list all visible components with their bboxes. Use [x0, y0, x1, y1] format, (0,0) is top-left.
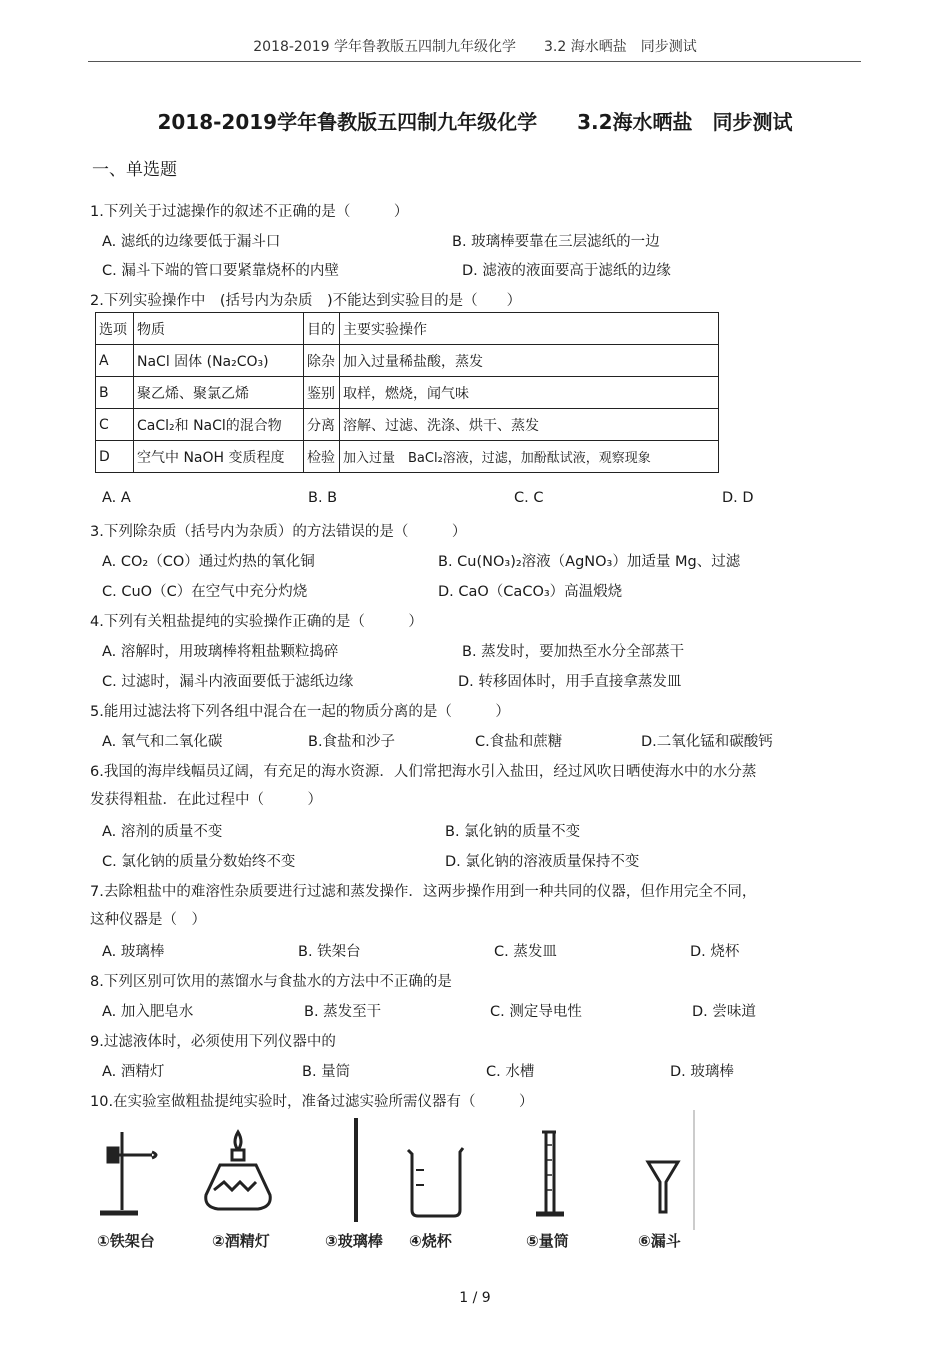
table-cell: B	[96, 377, 134, 409]
lab-apparatus-figure	[90, 1110, 710, 1230]
table-header-cell: 选项	[96, 313, 134, 345]
q1-stem: 1.下列关于过滤操作的叙述不正确的是（ ）	[90, 204, 409, 220]
table-row	[96, 377, 719, 409]
q6-option-a: A. 溶剂的质量不变	[102, 824, 223, 840]
table-row	[96, 409, 719, 441]
q2-option-c: C. C	[514, 490, 544, 506]
page-title: 2018-2019学年鲁教版五四制九年级化学 3.2海水晒盐 同步测试	[157, 110, 793, 134]
q7-stem-line2: 这种仪器是（ ）	[90, 912, 206, 928]
header-rule	[88, 61, 861, 62]
caption-glass-rod: ③玻璃棒	[325, 1232, 383, 1250]
table-cell: 加入过量稀盐酸，蒸发	[340, 345, 719, 377]
table-header-cell: 物质	[134, 313, 304, 345]
q5-stem: 5.能用过滤法将下列各组中混合在一起的物质分离的是（ ）	[90, 704, 510, 720]
q5-option-d: D.二氧化锰和碳酸钙	[641, 734, 773, 750]
caption-alcohol-lamp: ②酒精灯	[212, 1232, 270, 1250]
table-cell: 空气中 NaOH 变质程度	[134, 441, 304, 473]
caption-funnel: ⑥漏斗	[638, 1232, 681, 1250]
q1-option-d: D. 滤液的液面要高于滤纸的边缘	[462, 263, 671, 279]
q9-stem: 9.过滤液体时，必须使用下列仪器中的	[90, 1034, 336, 1050]
alcohol-lamp-icon	[206, 1132, 271, 1209]
table-cell: CaCl₂和 NaCl的混合物	[134, 409, 304, 441]
q3-option-a: A. CO₂（CO）通过灼热的氧化铜	[102, 554, 315, 570]
table-cell: 鉴别	[304, 377, 340, 409]
q3-stem: 3.下列除杂质（括号内为杂质）的方法错误的是（ ）	[90, 524, 467, 540]
table-cell: 检验	[304, 441, 340, 473]
page-number: 1 / 9	[459, 1290, 491, 1306]
q4-option-a: A. 溶解时，用玻璃棒将粗盐颗粒捣碎	[102, 644, 339, 660]
q2-option-b: B. B	[308, 490, 338, 506]
q2-option-a: A. A	[102, 490, 131, 506]
table-cell: 分离	[304, 409, 340, 441]
q1-option-a: A. 滤纸的边缘要低于漏斗口	[102, 234, 281, 250]
q5-option-b: B.食盐和沙子	[308, 734, 396, 750]
q7-option-c: C. 蒸发皿	[494, 944, 557, 960]
funnel-icon	[648, 1162, 678, 1212]
q3-option-b: B. Cu(NO₃)₂溶液（AgNO₃）加适量 Mg、过滤	[438, 554, 741, 570]
table-row	[96, 441, 719, 473]
q5-option-c: C.食盐和蔗糖	[475, 734, 563, 750]
q9-option-c: C. 水槽	[486, 1064, 535, 1080]
table-header-row	[96, 313, 719, 345]
q8-option-d: D. 尝味道	[692, 1004, 756, 1020]
caption-graduated-cylinder: ⑤量筒	[526, 1232, 569, 1250]
q1-option-c: C. 漏斗下端的管口要紧靠烧杯的内壁	[102, 263, 339, 279]
table-cell: 加入过量 BaCl₂溶液，过滤，加酚酞试液，观察现象	[340, 441, 719, 473]
q1-option-b: B. 玻璃棒要靠在三层滤纸的一边	[452, 234, 660, 250]
q8-stem: 8.下列区别可饮用的蒸馏水与食盐水的方法中不正确的是	[90, 974, 452, 990]
table-cell: 除杂	[304, 345, 340, 377]
q8-option-c: C. 测定导电性	[490, 1004, 582, 1020]
q7-option-b: B. 铁架台	[298, 944, 361, 960]
table-header-cell: 目的	[304, 313, 340, 345]
q5-option-a: A. 氧气和二氧化碳	[102, 734, 223, 750]
table-row	[96, 345, 719, 377]
section-heading: 一、单选题	[92, 160, 177, 180]
q4-option-c: C. 过滤时，漏斗内液面要低于滤纸边缘	[102, 674, 354, 690]
q2-table	[95, 312, 719, 473]
q4-option-b: B. 蒸发时，要加热至水分全部蒸干	[462, 644, 685, 660]
q6-option-c: C. 氯化钠的质量分数始终不变	[102, 854, 296, 870]
q7-option-a: A. 玻璃棒	[102, 944, 165, 960]
q3-option-c: C. CuO（C）在空气中充分灼烧	[102, 584, 308, 600]
q4-stem: 4.下列有关粗盐提纯的实验操作正确的是（ ）	[90, 614, 423, 630]
graduated-cylinder-icon	[536, 1132, 564, 1214]
table-cell: NaCl 固体 (Na₂CO₃)	[134, 345, 304, 377]
table-cell: C	[96, 409, 134, 441]
table-cell: A	[96, 345, 134, 377]
table-cell: D	[96, 441, 134, 473]
q9-option-d: D. 玻璃棒	[670, 1064, 734, 1080]
q4-option-d: D. 转移固体时，用手直接拿蒸发皿	[458, 674, 682, 690]
page-header: 2018-2019 学年鲁教版五四制九年级化学 3.2 海水晒盐 同步测试	[253, 39, 697, 55]
q3-option-d: D. CaO（CaCO₃）高温煅烧	[438, 584, 623, 600]
q9-option-a: A. 酒精灯	[102, 1064, 165, 1080]
q2-option-d: D. D	[722, 490, 754, 506]
q7-stem-line1: 7.去除粗盐中的难溶性杂质要进行过滤和蒸发操作．这两步操作用到一种共同的仪器，但作用完全不同，	[90, 884, 757, 900]
caption-iron-stand: ①铁架台	[97, 1232, 155, 1250]
iron-stand-icon	[100, 1132, 156, 1213]
q9-option-b: B. 量筒	[302, 1064, 351, 1080]
beaker-icon	[408, 1148, 463, 1216]
caption-beaker: ④烧杯	[409, 1232, 452, 1250]
q7-option-d: D. 烧杯	[690, 944, 740, 960]
table-cell: 取样，燃烧，闻气味	[340, 377, 719, 409]
q6-stem-line2: 发获得粗盐．在此过程中（ ）	[90, 792, 322, 808]
table-cell: 溶解、过滤、洗涤、烘干、蒸发	[340, 409, 719, 441]
q6-stem-line1: 6.我国的海岸线幅员辽阔，有充足的海水资源．人们常把海水引入盐田，经过风吹日晒使海水中的水分蒸	[90, 764, 757, 780]
q2-stem: 2.下列实验操作中 (括号内为杂质 )不能达到实验目的是（ ）	[90, 293, 522, 309]
q6-option-d: D. 氯化钠的溶液质量保持不变	[445, 854, 640, 870]
q8-option-b: B. 蒸发至干	[304, 1004, 382, 1020]
table-cell: 聚乙烯、聚氯乙烯	[134, 377, 304, 409]
q8-option-a: A. 加入肥皂水	[102, 1004, 194, 1020]
table-header-cell: 主要实验操作	[340, 313, 719, 345]
q10-stem: 10.在实验室做粗盐提纯实验时，准备过滤实验所需仪器有（ ）	[90, 1094, 534, 1110]
q6-option-b: B. 氯化钠的质量不变	[445, 824, 581, 840]
